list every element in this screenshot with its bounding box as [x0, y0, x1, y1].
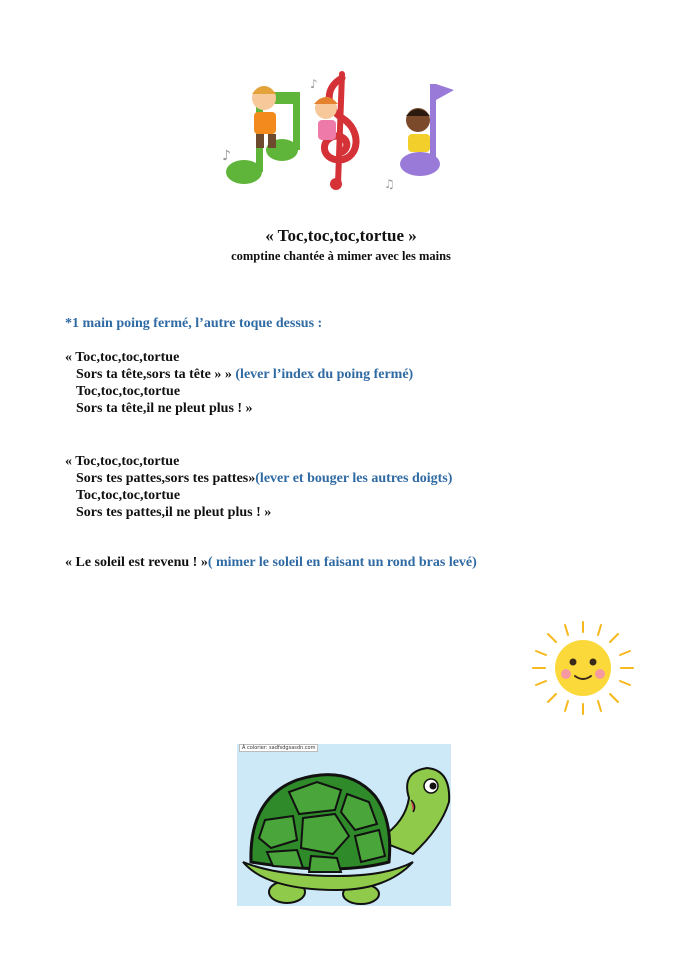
gesture-note: (lever l’index du poing fermé) [231, 367, 414, 382]
purple-music-note-icon [400, 84, 454, 176]
finale-line [65, 555, 477, 571]
svg-text:♪: ♪ [310, 77, 318, 91]
verse-line: Toc,toc,toc,tortue [76, 488, 181, 503]
gesture-instruction: *1 main poing fermé, l’autre toque dessus : [65, 316, 323, 331]
finale-text: « Le soleil est revenu ! » [65, 555, 208, 570]
verse-line-with-note [65, 366, 413, 383]
verse-line: « Toc,toc,toc,tortue [65, 350, 180, 365]
page-title: « Toc,toc,toc,tortue » [265, 226, 417, 245]
music-kids-illustration [214, 68, 464, 192]
sun-icon [528, 618, 638, 718]
image-watermark: À colorier: sadfsdgsasdn.com [239, 744, 318, 752]
verse-line: Sors ta tête,il ne pleut plus ! » [76, 401, 253, 416]
verse-two [65, 453, 452, 521]
verse-one [65, 349, 413, 417]
verse-line-text: Sors tes pattes,sors tes pattes» [76, 471, 256, 486]
child-left-figure [252, 86, 276, 148]
verse-line-with-note [65, 470, 452, 487]
svg-text:♫: ♫ [384, 177, 395, 191]
turtle-illustration [237, 744, 451, 906]
gesture-note: ( mimer le soleil en faisant un rond bras levé) [207, 555, 477, 570]
turtle-icon [237, 744, 451, 906]
page-subtitle: comptine chantée à mimer avec les mains [231, 249, 451, 263]
verse-line: « Toc,toc,toc,tortue [65, 454, 180, 469]
child-middle-figure [314, 97, 338, 140]
verse-line: Sors tes pattes,il ne pleut plus ! » [76, 505, 272, 520]
verse-line: Toc,toc,toc,tortue [76, 384, 181, 399]
verse-line-text: Sors ta tête,sors ta tête » » [76, 367, 232, 382]
gesture-note: (lever et bouger les autres doigts) [255, 471, 453, 486]
child-right-figure [406, 108, 430, 152]
svg-text:♪: ♪ [222, 148, 231, 164]
